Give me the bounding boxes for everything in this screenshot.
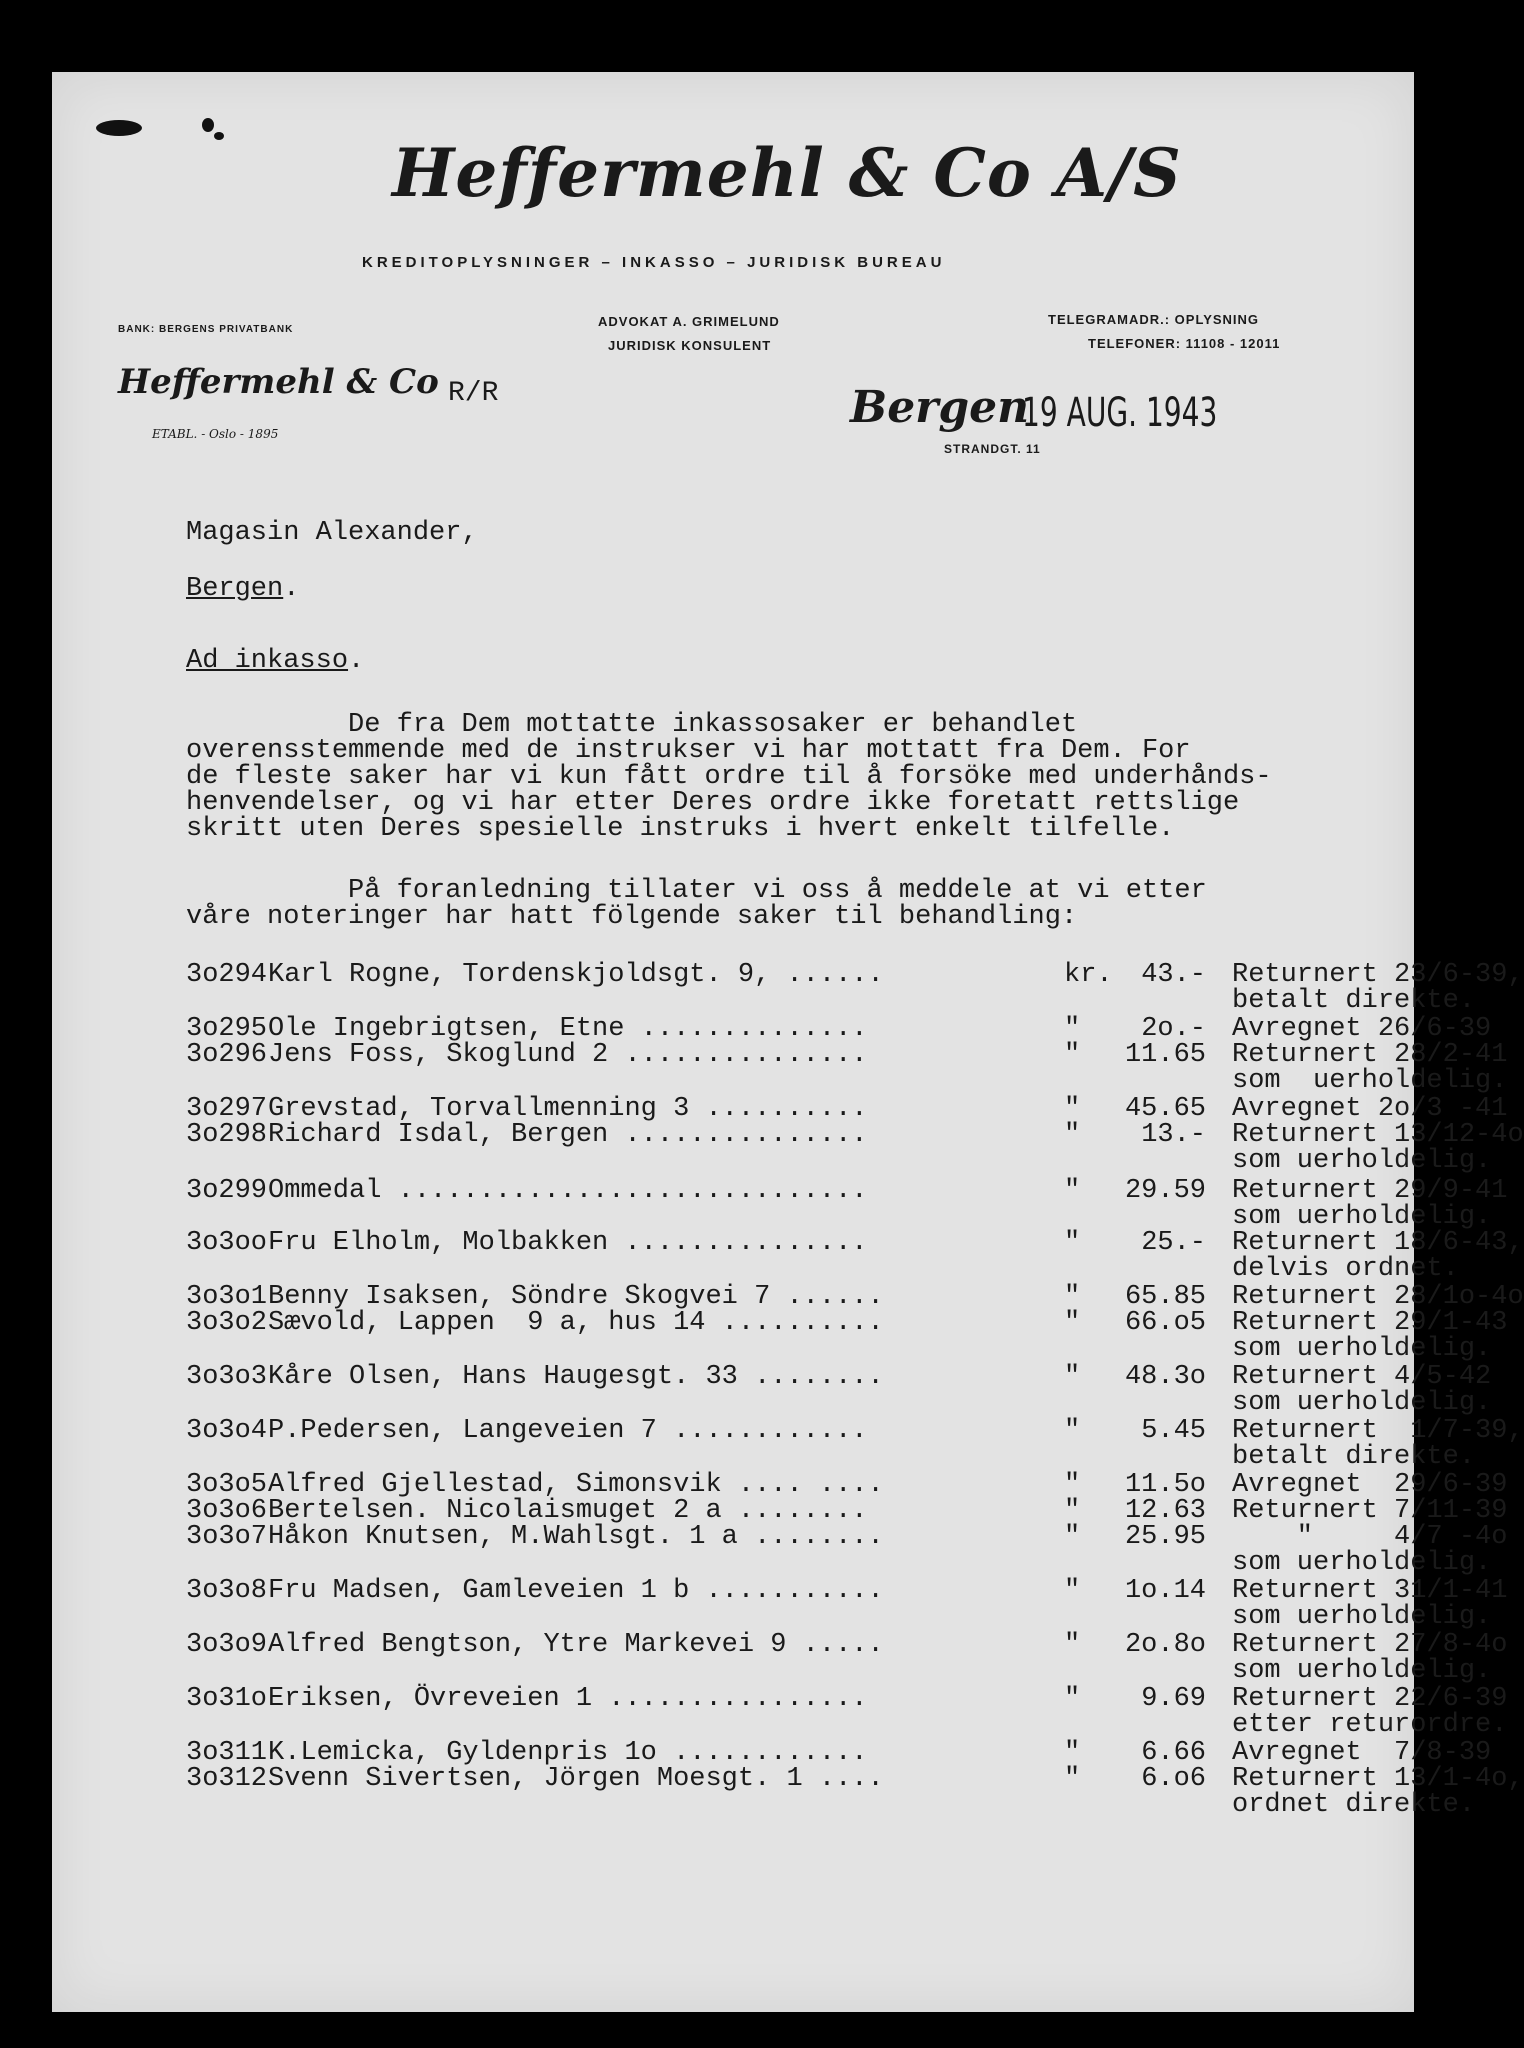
case-number: 3o296 [186, 1040, 268, 1070]
case-status: Returnert 13/1-4o, [1232, 1764, 1524, 1794]
subject-suffix: . [348, 646, 365, 676]
case-amount: 9.69 [1141, 1684, 1206, 1714]
reference: R/R [448, 378, 499, 409]
case-number: 3o3o9 [186, 1630, 268, 1660]
case-debtor: Jens Foss, Skoglund 2 ............... [268, 1040, 868, 1070]
recipient-city-line [186, 574, 299, 604]
case-amount: 43.- [1141, 960, 1206, 990]
case-number: 3o298 [186, 1120, 268, 1150]
case-currency: " [1064, 1684, 1081, 1714]
ink-blot [202, 118, 214, 132]
telegram-address: TELEGRAMADR.: OPLYSNING [1048, 312, 1260, 327]
case-debtor: K.Lemicka, Gyldenpris 1o ............ [268, 1738, 868, 1768]
case-debtor: Kåre Olsen, Hans Haugesgt. 33 ........ [268, 1362, 884, 1392]
case-number: 3o311 [186, 1738, 268, 1768]
case-number: 3o3o7 [186, 1522, 268, 1552]
case-debtor: Richard Isdal, Bergen ............... [268, 1120, 868, 1150]
paragraph-1 [186, 712, 1366, 842]
case-number: 3o294 [186, 960, 268, 990]
case-debtor: Alfred Gjellestad, Simonsvik .... .... [268, 1470, 884, 1500]
subject-line [186, 646, 364, 676]
city-script: Bergen [850, 382, 1030, 433]
case-status: Returnert 23/6-39, [1232, 960, 1524, 990]
case-currency: " [1064, 1470, 1081, 1500]
case-status-note: som uerholdelig. [1232, 1146, 1492, 1176]
case-debtor: Svenn Sivertsen, Jörgen Moesgt. 1 .... [268, 1764, 884, 1794]
case-number: 3o295 [186, 1014, 268, 1044]
paragraph-line: overensstemmende med de instrukser vi har mottatt fra Dem. For [186, 736, 1191, 766]
case-number: 3o312 [186, 1764, 268, 1794]
case-amount: 45.65 [1124, 1094, 1206, 1124]
case-status: Avregnet 26/6-39 [1232, 1014, 1492, 1044]
advokat-name: ADVOKAT A. GRIMELUND [598, 314, 780, 329]
recipient-city: Bergen [186, 574, 284, 604]
case-amount: 25.95 [1124, 1522, 1206, 1552]
case-status: Returnert 28/2-41 [1232, 1040, 1508, 1070]
case-status-note: som uerholdelig. [1232, 1548, 1492, 1578]
case-currency: " [1064, 1228, 1081, 1258]
recipient-city-suffix: . [283, 574, 300, 604]
case-debtor: Benny Isaksen, Söndre Skogvei 7 ...... [268, 1282, 884, 1312]
case-status: Returnert 1/7-39, [1232, 1416, 1524, 1446]
advokat-title: JURIDISK KONSULENT [608, 338, 772, 353]
paragraph-line: henvendelser, og vi har etter Deres ordre ikke foretatt rettslige [186, 788, 1240, 818]
telephone-numbers: TELEFONER: 11108 - 12011 [1088, 336, 1281, 351]
case-currency: " [1064, 1014, 1081, 1044]
case-debtor: Alfred Bengtson, Ytre Markevei 9 ..... [268, 1630, 884, 1660]
paragraph-line: På foranledning tillater vi oss å meddele at vi etter [186, 876, 1207, 906]
ink-blot [96, 120, 142, 136]
case-currency: kr. [1064, 960, 1113, 990]
case-number: 3o3o3 [186, 1362, 268, 1392]
case-amount: 2o.- [1141, 1014, 1206, 1044]
case-amount: 6.o6 [1141, 1764, 1206, 1794]
case-amount: 48.3o [1124, 1362, 1206, 1392]
case-amount: 1o.14 [1124, 1576, 1206, 1606]
case-currency: " [1064, 1120, 1081, 1150]
letter-page [52, 72, 1524, 2012]
case-number: 3o3o4 [186, 1416, 268, 1446]
case-number: 3o3oo [186, 1228, 268, 1258]
case-status: Returnert 29/1-43 [1232, 1308, 1508, 1338]
case-currency: " [1064, 1576, 1081, 1606]
case-status: Avregnet 29/6-39 [1232, 1470, 1508, 1500]
bank-info: BANK: BERGENS PRIVATBANK [118, 324, 294, 335]
case-status-note: som uerholdelig. [1232, 1334, 1492, 1364]
case-status: Returnert 31/1-41 [1232, 1576, 1508, 1606]
case-debtor: Håkon Knutsen, M.Wahlsgt. 1 a ........ [268, 1522, 884, 1552]
paragraph-line: våre noteringer har hatt fölgende saker til behandling: [186, 902, 1078, 932]
case-number: 3o3o6 [186, 1496, 268, 1526]
case-status-note: som uerholdelig. [1232, 1656, 1492, 1686]
case-currency: " [1064, 1496, 1081, 1526]
case-amount: 65.85 [1124, 1282, 1206, 1312]
case-currency: " [1064, 1630, 1081, 1660]
case-amount: 29.59 [1124, 1176, 1206, 1206]
company-name: Heffermehl & Co A/S [392, 134, 1182, 212]
case-status-note: etter returordre. [1232, 1710, 1508, 1740]
case-status-note: betalt direkte. [1232, 1442, 1476, 1472]
case-number: 3o3o2 [186, 1308, 268, 1338]
paragraph-line: skritt uten Deres spesielle instruks i hvert enkelt tilfelle. [186, 814, 1175, 844]
case-status: Returnert 18/6-43, [1232, 1228, 1524, 1258]
case-amount: 13.- [1141, 1120, 1206, 1150]
case-debtor: Grevstad, Torvallmenning 3 .......... [268, 1094, 868, 1124]
case-amount: 5.45 [1141, 1416, 1206, 1446]
case-amount: 6.66 [1141, 1738, 1206, 1768]
case-currency: " [1064, 1522, 1081, 1552]
paragraph-line: De fra Dem mottatte inkassosaker er behandlet [186, 710, 1078, 740]
case-status: Returnert 13/12-4o [1232, 1120, 1524, 1150]
case-debtor: Bertelsen. Nicolaismuget 2 a ........ [268, 1496, 868, 1526]
case-amount: 12.63 [1124, 1496, 1206, 1526]
company-services: KREDITOPLYSNINGER – INKASSO – JURIDISK BUREAU [362, 254, 946, 271]
recipient-name: Magasin Alexander, [186, 518, 478, 548]
case-currency: " [1064, 1094, 1081, 1124]
case-number: 3o3o5 [186, 1470, 268, 1500]
case-status: " 4/7 -4o [1232, 1522, 1508, 1552]
case-amount: 66.o5 [1124, 1308, 1206, 1338]
case-status-note: delvis ordnet. [1232, 1254, 1459, 1284]
case-status: Returnert 29/9-41 [1232, 1176, 1508, 1206]
case-status: Returnert 27/8-4o [1232, 1630, 1508, 1660]
case-number: 3o299 [186, 1176, 268, 1206]
case-debtor: Fru Elholm, Molbakken ............... [268, 1228, 868, 1258]
case-status: Returnert 28/1o-4o [1232, 1282, 1524, 1312]
case-number: 3o3o8 [186, 1576, 268, 1606]
case-currency: " [1064, 1282, 1081, 1312]
case-currency: " [1064, 1738, 1081, 1768]
case-debtor: Sævold, Lappen 9 a, hus 14 .......... [268, 1308, 884, 1338]
case-amount: 25.- [1141, 1228, 1206, 1258]
case-currency: " [1064, 1764, 1081, 1794]
street-address: STRANDGT. 11 [944, 442, 1041, 456]
case-status-note: som uerholdelig. [1232, 1388, 1492, 1418]
ink-blot [214, 132, 224, 140]
case-number: 3o31o [186, 1684, 268, 1714]
date-stamp: 19 AUG. 1943 [1022, 390, 1218, 436]
paragraph-2 [186, 878, 1366, 930]
case-status-note: som uerholdelig. [1232, 1602, 1492, 1632]
case-amount: 11.65 [1124, 1040, 1206, 1070]
case-status: Returnert 7/11-39 [1232, 1496, 1508, 1526]
case-currency: " [1064, 1176, 1081, 1206]
subject: Ad inkasso [186, 646, 349, 676]
case-currency: " [1064, 1362, 1081, 1392]
case-currency: " [1064, 1040, 1081, 1070]
case-status: Returnert 22/6-39 [1232, 1684, 1508, 1714]
case-currency: " [1064, 1416, 1081, 1446]
case-status: Avregnet 2o/3 -41 [1232, 1094, 1508, 1124]
small-logo: Heffermehl & Co [118, 362, 439, 402]
case-status-note: ordnet direkte. [1232, 1790, 1476, 1820]
paragraph-line: de fleste saker har vi kun fått ordre til å forsöke med underhånds- [186, 762, 1272, 792]
established-info: ETABL. - Oslo - 1895 [152, 427, 279, 441]
case-debtor: Karl Rogne, Tordenskjoldsgt. 9, ...... [268, 960, 884, 990]
case-number: 3o297 [186, 1094, 268, 1124]
case-status-note: som uerholdelig. [1232, 1066, 1508, 1096]
case-amount: 11.5o [1124, 1470, 1206, 1500]
case-debtor: P.Pedersen, Langeveien 7 ............ [268, 1416, 868, 1446]
case-currency: " [1064, 1308, 1081, 1338]
case-amount: 2o.8o [1124, 1630, 1206, 1660]
case-debtor: Eriksen, Övreveien 1 ................ [268, 1684, 868, 1714]
case-number: 3o3o1 [186, 1282, 268, 1312]
case-debtor: Fru Madsen, Gamleveien 1 b ........... [268, 1576, 884, 1606]
case-status: Avregnet 7/8-39 [1232, 1738, 1492, 1768]
case-debtor: Ommedal ............................. [268, 1176, 868, 1206]
case-debtor: Ole Ingebrigtsen, Etne .............. [268, 1014, 868, 1044]
case-status-note: betalt direkte. [1232, 986, 1476, 1016]
case-status-note: som uerholdelig. [1232, 1202, 1492, 1232]
case-status: Returnert 4/5-42 [1232, 1362, 1492, 1392]
